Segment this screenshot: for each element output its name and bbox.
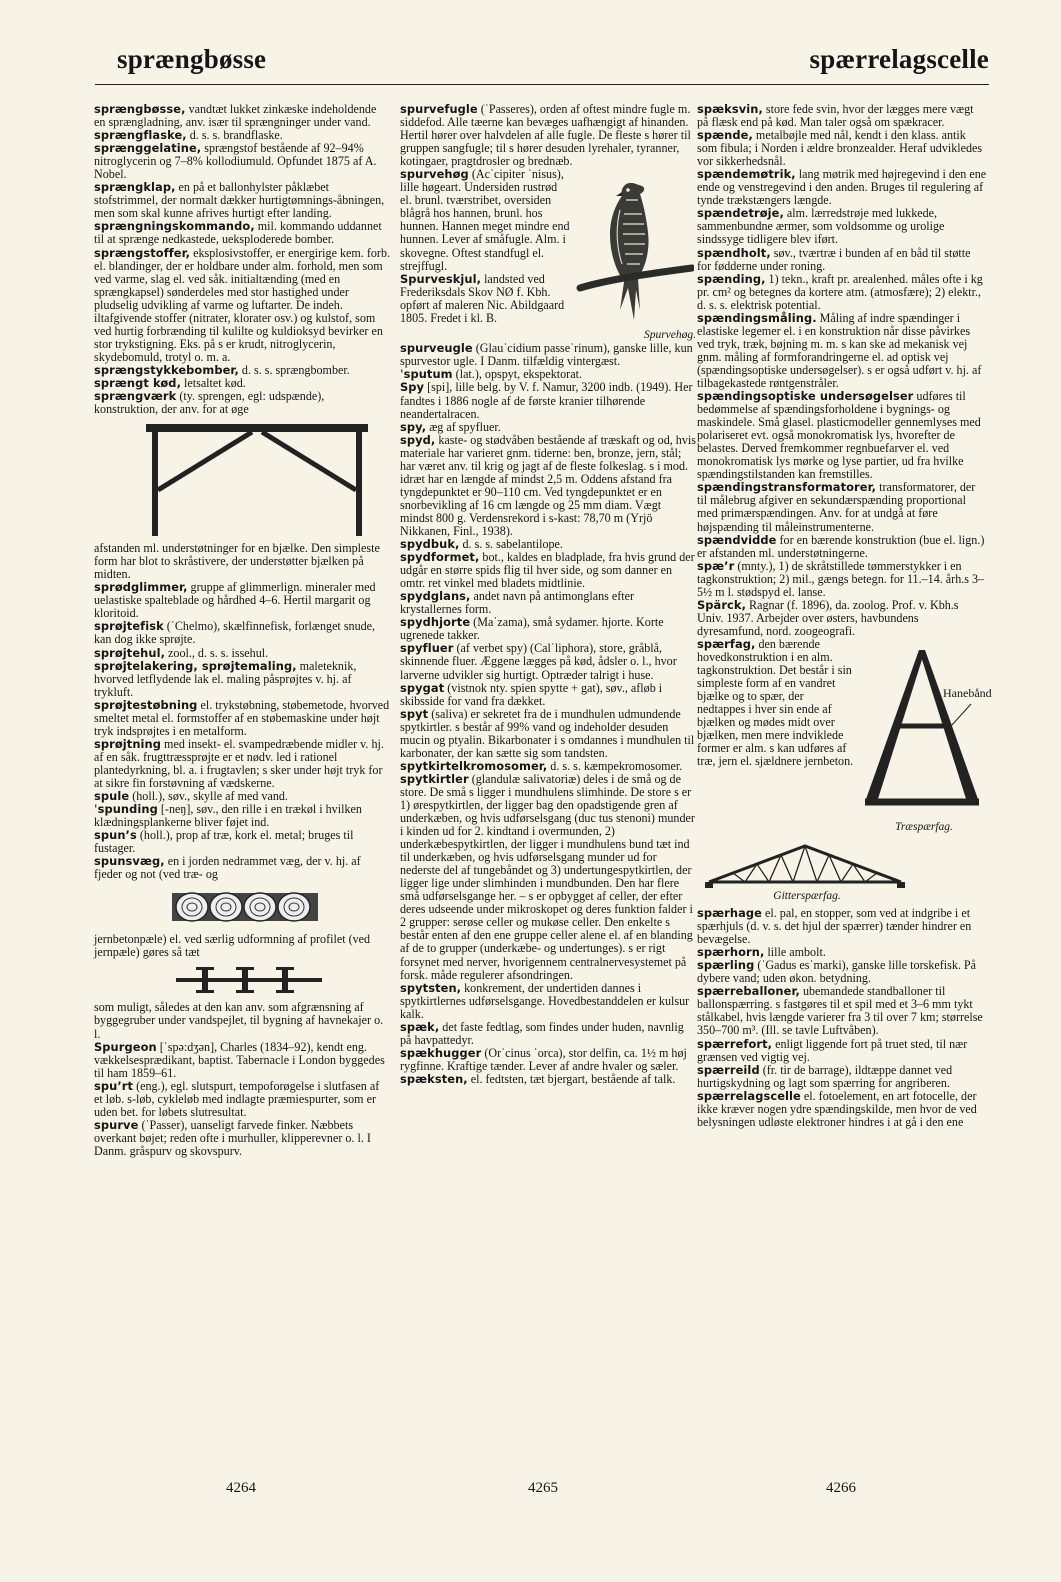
entry-headword: sprængningskommando, [94, 219, 255, 234]
iron-piles-icon [174, 963, 324, 997]
dictionary-entry [94, 660, 390, 699]
entry-definition: andet navn på antimonglans efter krystallernes form. [400, 589, 635, 617]
entry-definition: gruppe af glimmerlign. mineraler med uelastiske spalteblade og hårdhed 4–6. Hertil margarit og kloritoid. [94, 580, 376, 621]
entry-definition: (Acˈcipiter ˈnisus), lille høgeart. Undersiden rustrød el. brunl. tværstribet, oversiden blågrå hos hannen, brunl. hos hunnen. Hannen meget mindre end hunnen. Lever af småfugle. Alm. i skovegne. Oftest standfugl el. strejffugl. [400, 167, 570, 273]
dictionary-entry [697, 1090, 987, 1129]
rafter-figure [859, 640, 992, 834]
entry-headword: spændvidde [697, 532, 777, 547]
entry-definition: æg af spyfluer. [426, 419, 501, 434]
entry-definition: kaste- og stødvåben bestående af træskaft og od, hvis materiale har varieret gnm. tiderne: ben, bronze, jern, stål; har været anv. til krig og jagt af de fleste folkeslag. s i mod. idræt har en længde af mindst 2,5 m. Oddens afstand fra tyngdepunktet er 90–110 cm. Ved tyngdepunktet er en snorbevikling af 16 cm længde og 25 mm diam. Vægt mindst 800 g. Verdensrekord i s-kast: 78,70 m (Yrjö Nikkanen, Finl., 1938). [400, 432, 696, 538]
entry-headword: spyfluer [400, 641, 454, 656]
entry-definition: el. trykstøbning, støbemetode, hvorved smeltet metal el. formstoffer af en støbemaskine under højt tryk indsprøjtes i en metalform. [94, 697, 390, 738]
entry-definition: (mnty.), 1) de skråtstillede tømmerstykker i en tagkonstruktion; 2) mil., gængs betegn. for 11.–14. årh.s 3–5½ m l. stødspyd el. lanse. [697, 558, 985, 599]
entry-headword: spydglans, [400, 589, 471, 604]
entry-headword: sprængbøsse, [94, 102, 186, 116]
entry-headword: spærrelagscelle [697, 1088, 801, 1103]
entry-headword: sprængstoffer, [94, 245, 191, 260]
collar-beam-label: Hanebånd [943, 685, 992, 700]
dictionary-entry [400, 342, 696, 368]
entry-definition: (vistnok nty. spien spytte + gat), søv., afløb i skibsside for vand fra dækket. [400, 680, 663, 708]
entry-headword: spæksvin, [697, 102, 763, 116]
entry-definition: (ˈPasser), uanseligt farvede finker. Næbbets overkant bøjet; reden ofte i murhuller, klipperevner o. l. I Danm. gråspurv og skovspurv. [94, 1117, 371, 1158]
entry-headword: spurvehøg [400, 167, 469, 182]
entry-definition: (ˈChelmo), skælfinnefisk, forlænget snude, kan dog ikke sprøjte. [94, 619, 376, 647]
dictionary-entry [94, 142, 390, 181]
entry-headword: sprængstykkebomber, [94, 362, 239, 377]
entry-headword: spæ’r [697, 558, 735, 573]
entry-definition: (ty. sprengen, egl: udspænde), konstruktion, der anv. for at øge [94, 389, 325, 417]
entry-headword: spunsvæg, [94, 854, 165, 869]
dictionary-entry [94, 542, 390, 581]
dictionary-entry [94, 1001, 390, 1040]
dictionary-entry [400, 642, 696, 681]
entry-headword: Spurgeon [94, 1039, 157, 1054]
entry-headword: sprøjtelakering, sprøjtemaling, [94, 658, 297, 673]
dictionary-entry [400, 381, 696, 420]
entry-headword: sprøjtehul, [94, 645, 166, 660]
entry-headword: spytsten, [400, 980, 462, 995]
entry-headword: sprængklap, [94, 180, 176, 195]
entry-headword: spurve [94, 1117, 139, 1132]
entry-definition: en i jorden nedrammet væg, der v. hj. af fjeder og not (ved træ- og [94, 854, 361, 882]
dictionary-entry [400, 103, 696, 168]
lattice-truss-figure [697, 838, 987, 903]
dictionary-entry [697, 907, 987, 946]
entry-headword: spun’s [94, 828, 137, 843]
dictionary-entry [400, 773, 696, 982]
dictionary-entry [94, 390, 390, 416]
entry-headword: spygat [400, 680, 445, 695]
entry-headword: spænding, [697, 271, 766, 286]
timber-piles-icon [170, 885, 320, 929]
dictionary-entry [94, 247, 390, 364]
entry-headword: spæk, [400, 1019, 440, 1034]
entry-headword: spærreild [697, 1062, 760, 1077]
truss-figure [94, 420, 390, 538]
right-running-headword: spærrelagscelle [809, 44, 989, 74]
entry-definition: (ˈGadus esˈmarki), ganske lille torskefisk. På dybere vand; uden økon. betydning. [697, 958, 977, 986]
entry-definition: den bærende hovedkonstruktion i en alm. tagkonstruktion. Det består i sin simpleste form af en vandret bjælke og to spær, der nedtappes i hver sin ende af bjælken og mødes midt over bjælken, men mere indviklede former er alm. s kan udføres af træ, jern el. sjældnere jernbeton. [697, 636, 854, 769]
entry-headword: Spy [400, 380, 425, 395]
dictionary-entry [697, 207, 987, 246]
entry-definition: enligt liggende fort på truet sted, til nær grænsen ved vigtig vej. [697, 1036, 968, 1064]
entry-definition: som muligt, således at den kan anv. som afgrænsning af byggegruber under vandspejlet, til bygning af havnekajer o. l. [94, 1000, 384, 1041]
entry-definition: ubemandede standballoner til ballonspærring. s fastgøres til et spil med et 3–6 mm tykt stålkabel, hvis længde varierer fra 3 til over 7 km; størrelse 350–700 m³. (Ill. se tavle Luftvåben). [697, 984, 983, 1038]
entry-definition: mil. kommando uddannet til at sprænge nedkastede, ueksploderede bomber. [94, 219, 382, 247]
dictionary-entry [94, 1080, 390, 1119]
entry-definition: d. s. s. sprængbomber. [238, 362, 350, 377]
dictionary-entry [697, 534, 987, 560]
dictionary-entry [697, 1064, 987, 1090]
entry-definition: jernbetonpæle) el. ved særlig udformning af profilet (ved jernpæle) gøres så tæt [94, 932, 371, 960]
entry-headword: spydhjorte [400, 615, 471, 630]
entry-definition: d. s. s. brandflaske. [186, 128, 283, 143]
entry-definition: (af verbet spy) (Calˈliphora), store, gråblå, skinnende fluer. Æggene lægges på kød, ådsler o. l., hvor larverne udvikler sig hurtigt. Optræder talrigt i huse. [400, 641, 677, 682]
entry-headword: spænde, [697, 128, 753, 143]
dictionary-entry [94, 855, 390, 881]
lattice-caption: Gitterspærfag. [773, 890, 841, 903]
entry-definition: zool., d. s. s. issehul. [165, 645, 269, 660]
entry-headword: spærrefort, [697, 1036, 773, 1051]
column-3 [697, 102, 992, 1129]
entry-headword: spytkirtelkromosomer, [400, 758, 548, 773]
entry-headword: sprøjtning [94, 736, 162, 751]
dictionary-entry [400, 982, 696, 1021]
entry-definition: d. s. s. kæmpekromosomer. [547, 758, 683, 773]
entry-headword: spærhage [697, 906, 762, 921]
entry-headword: spændingsoptiske undersøgelser [697, 389, 914, 404]
column-2 [400, 103, 696, 1086]
entry-definition: (Maˈzama), små sydamer. hjorte. Korte ugrenede takker. [400, 615, 664, 643]
entry-headword: spu’rt [94, 1078, 134, 1093]
braced-beam-icon [142, 420, 372, 538]
sparrowhawk-figure [576, 170, 696, 342]
entry-headword: spærfag, [697, 636, 756, 651]
entry-headword: sprøjtestøbning [94, 697, 198, 712]
dictionary-entry [94, 699, 390, 738]
dictionary-entry [697, 247, 987, 273]
entry-definition: lang møtrik med højregevind i den ene ende og venstregevind i den anden. Bruges til regulering af tynde trækstængers længde. [697, 167, 987, 208]
dictionary-entry [697, 1038, 987, 1064]
dictionary-entry [400, 551, 696, 590]
dictionary-entry [697, 168, 987, 207]
entry-definition: letsaltet kød. [181, 375, 246, 390]
entry-headword: sprængværk [94, 389, 177, 404]
entry-definition: 1) tekn., kraft pr. arealenhed. måles ofte i kg pr. cm² og betegnes da kortere atm. (atmosfære); 2) elektr., d. s. s. elektrisk potential. [697, 271, 983, 312]
dictionary-entry [94, 581, 390, 620]
dictionary-entry [400, 434, 696, 538]
entry-definition: søv., tværtræ i bunden af en båd til støtte for fødderne under roning. [697, 245, 971, 273]
entry-definition: en på et ballonhylster påklæbet stofstrimmel, der normalt dækker hurtigtømnings-åbningen, men som skal kunne afrives hurtigt efter landing. [94, 180, 385, 221]
column-1 [94, 103, 390, 1158]
entry-definition: vandtæt lukket zinkæske indeholdende en sprængladning, anv. især til sprængninger under vand. [94, 102, 377, 130]
entry-definition: konkrement, der undertiden dannes i spytkirtlernes udførselsgange. Hovedbestanddelen er kulsur kalk. [400, 980, 690, 1021]
dictionary-entry [697, 390, 987, 481]
entry-headword: spæksten, [400, 1071, 468, 1086]
entry-headword: sprængt kød, [94, 375, 181, 390]
entry-headword: spydformet, [400, 550, 480, 565]
entry-definition: landsted ved Frederiksdals Skov NØ f. Kbh. opført af maleren Nic. Abildgaard 1805. Fredet i kl. B. [400, 271, 565, 325]
entry-definition: el. pal, en stopper, som ved at indgribe i et spærhjuls (d. v. s. det hjul der spærrer) tænder hindrer en bevægelse. [697, 906, 972, 947]
entry-headword: spurveugle [400, 341, 473, 356]
entry-definition: sprængstof bestående af 92–94% nitroglycerin og 7–8% kollodiumuld. Opfundet 1875 af A. Nobel. [94, 141, 377, 182]
entry-definition: transformatorer, der til målebrug afgiver en sekundærspænding proportional med primærspændingen. Anv. for at undgå at føre højspænding til måleinstrumenterne. [697, 480, 976, 534]
entry-headword: spækhugger [400, 1045, 482, 1060]
entry-definition: (ˈPasseres), orden af oftest mindre fugle m. siddefod. Alle tæerne kan bevæges uafhængigt af hinanden. Hertil hører over halvdelen af alle fugle. De fleste s hører til gruppen sangfugle; til s hører desuden lyrehaler, tyranner, kotingaer, pragtdrosler og brednæb. [400, 102, 691, 169]
lattice-truss-icon [705, 838, 905, 890]
dictionary-entry [94, 181, 390, 220]
entry-definition: store fede svin, hvor der lægges mere vægt på flæsk end på kød. Man taler også om spækracer. [697, 102, 974, 130]
entry-definition: lille ambolt. [764, 945, 826, 960]
entry-headword: spydbuk, [400, 537, 460, 552]
entry-definition: udføres til bedømmelse af spændingsforholdene i bygnings- og maskindele. Små glasel. plasticmodeller gennemlyses med polariseret evt. også monokromatisk lys, hvorefter de belastes. Derved fremkommer regnbuefarver el. ved monokromatisk lys mørke og lyse partier, ud fra hvilke spændingstilstanden kan fremstilles. [697, 389, 981, 482]
dictionary-entry [400, 590, 696, 616]
entry-headword: sprøjtefisk [94, 619, 164, 634]
entry-headword: spærhorn, [697, 945, 765, 960]
dictionary-entry [697, 481, 987, 533]
rafter-caption: Træspærfag. [895, 820, 953, 833]
entry-headword: spærling [697, 958, 755, 973]
entry-headword: spytkirtler [400, 771, 469, 786]
entry-definition: el. fotoelement, en art fotocelle, der ikke kræver nogen ydre spændingskilde, men hvor de ved belysningen udløste elektroner hindres i at gå i den ene [697, 1088, 977, 1129]
entry-headword: spændingsmåling. [697, 310, 817, 325]
dictionary-entry [94, 220, 390, 246]
entry-headword: ˈsputum [400, 367, 453, 382]
dictionary-entry [400, 708, 696, 760]
dictionary-entry [400, 1073, 696, 1086]
dictionary-entry [94, 1119, 390, 1158]
entry-definition: d. s. s. sabelantilope. [459, 537, 563, 552]
dictionary-entry [697, 129, 987, 168]
entry-headword: spyd, [400, 432, 436, 447]
entry-definition: [spi], lille belg. by V. f. Namur, 3200 indb. (1949). Her fandtes i 1886 nogle af de første kranier tilhørende neandertalracen. [400, 380, 693, 421]
dictionary-entry [697, 985, 987, 1037]
entry-headword: Spärck, [697, 597, 747, 612]
entry-definition: det faste fedtlag, som findes under huden, navnlig på havpattedyr. [400, 1019, 684, 1047]
dictionary-entry [697, 273, 987, 312]
dictionary-entry [400, 1021, 696, 1047]
entry-headword: spændingstransformatorer, [697, 480, 877, 495]
entry-definition: [ˈspə:dʒən], Charles (1834–92), kendt eng. vækkelsesprædikant, baptist. Tabernacle i London byggedes til ham 1859–61. [94, 1039, 385, 1080]
dictionary-entry [94, 829, 390, 855]
entry-definition: (Orˈcinus ˈorca), stor delfin, ca. 1½ m høj rygfinne. Kraftige tænder. Lever af andre hvaler og sæler. [400, 1045, 687, 1073]
dictionary-entry [94, 103, 390, 129]
entry-definition: eksplosivstoffer, er energirige kem. forb. el. blandinger, der er holdbare under alm. forhold, men som ved varme, slag el. ved såk. initialtænding (med en sprængkapsel) sønderdeles med stor hastighed under pludselig udvikling af varme og luftarter. De indeh. iltafgivende stoffer (nitrater, klorater osv.) og kulstof, som ved hurtig forbrænding til kulilte og kuldioksyd bevirker en stor trykstigning. Eks. på s er krudt, nitroglycerin, skydebomuld, trotyl o. m. a. [94, 245, 391, 364]
entry-headword: spændetrøje, [697, 206, 784, 221]
entry-definition: afstanden ml. understøtninger for en bjælke. Den simpleste form har blot to skråstivere, der understøtter bjælken på midten. [94, 541, 380, 582]
dictionary-entry [697, 599, 987, 638]
entry-definition: alm. lærredstrøje med lukkede, sammenbundne ærmer, som voldsomme og urolige sindssyge tidligere blev iført. [697, 206, 945, 247]
entry-headword: spy, [400, 419, 427, 434]
rafter-truss-icon [859, 640, 992, 820]
entry-definition: med insekt- el. svampedræbende midler v. hj. af en såk. frugttræssprøjte er et nødv. led i rationel plantedyrkning, bl. a. i frugtavlen; s sker under højt tryk for at sikre fin forstøvning af vædskerne. [94, 736, 384, 790]
dictionary-entry [697, 959, 987, 985]
entry-definition: el. fedtsten, tæt bjergart, bestående af talk. [467, 1071, 676, 1086]
bird-caption: Spurvehøg. [643, 329, 696, 342]
entry-headword: spærreballoner, [697, 984, 800, 999]
dictionary-entry [94, 1041, 390, 1080]
entry-headword: sprødglimmer, [94, 580, 188, 595]
entry-headword: spyt [400, 706, 429, 721]
entry-definition: (glandulæ salivatoriæ) deles i de små og de store. De små s ligger i mundhulens slimhinde. De store s er 1) ørespytkirtlen, der ligger bag den opadstigende gren af underkæben, og hvis udførselsgang (duc tus stenoni) munder i kinden ud for 2. kindtand i overmunden, 2) underkæbespytkirtlen, der ligger i mundhulens bund tæt ind til underkæben, og hvis udførselsgang munder ud for nederste del af tungebåndet og 3) undertungespytkirtlen, der ligger lige under slimhinden i mundbunden. Den har flere små udførselsgange her. – s er opbygget af celler, der efter deres udseende under mikroskopet og deres funktion falder i 2 grupper: serøse celler og mukøse celler. Den enkelte s består enten af den ene gruppe celler alene el. af en blanding af de to grupper (underkæbe- og undertunges). s er rigt forsynet med nerver, hvorigennem centralnervesystemet på forsk. måde regulerer afsondringen. [400, 771, 695, 982]
entry-headword: sprængflaske, [94, 128, 187, 143]
entry-definition: (holl.), prop af træ, kork el. metal; bruges til fustager. [94, 828, 354, 856]
dictionary-entry [697, 312, 987, 390]
page-header [95, 44, 989, 85]
entry-headword: spule [94, 789, 130, 804]
dictionary-entry [400, 682, 696, 708]
entry-definition: (saliva) er sekretet fra de i mundhulen udmundende spytkirtler. s består af 99% vand og indeholder desuden mucin og ptyalin. Bikarbonater i s omdannes i mundhulen til karbonater, der kan sætte sig som tandsten. [400, 706, 695, 760]
entry-headword: spændemøtrik, [697, 167, 796, 182]
dictionary-entry [697, 103, 987, 129]
entry-headword: sprænggelatine, [94, 141, 202, 156]
entry-definition: [-neŋ], søv., den rille i en trækøl i hvilken klædningsplankerne bliver føjet ind. [94, 802, 362, 830]
entry-definition: Ragnar (f. 1896), da. zoolog. Prof. v. Kbh.s Univ. 1937. Arbejder over østers, havbundens dyresamfund, nord. zoogeografi. [697, 597, 959, 638]
dictionary-entry [697, 560, 987, 599]
entry-definition: (Glauˈcidium passeˈrinum), ganske lille, kun spurvestor ugle. I Danm. tilfældig vintergæst. [400, 341, 693, 369]
dictionary-entry [400, 616, 696, 642]
entry-definition: (lat.), opspyt, ekspektorat. [452, 367, 582, 382]
entry-definition: (eng.), egl. slutspurt, tempoforøgelse i slutfasen af et løb. s-løb, cykleløb med indlagte præmiespurter, som er uden bet. for løbets slutresultat. [94, 1078, 380, 1119]
dictionary-entry [94, 803, 390, 829]
dictionary-entry [94, 738, 390, 790]
left-running-headword: sprængbøsse [117, 44, 267, 74]
entry-definition: Måling af indre spændinger i elastiske legemer el. i en konstruktion når disse påvirkes ved tryk, træk, bøjning m. m. s kan ske ad mekanisk vej gnm. måling af formforandringerne el. ad optisk vej (spændingsoptiske undersøgelser). s er også udført v. hj. af tilbagekastede røntgenstråler. [697, 310, 982, 390]
entry-headword: spændholt, [697, 245, 771, 260]
entry-definition: maleteknik, hvorved letflydende lak el. maling påsprøjtes v. hj. af trykluft. [94, 658, 357, 699]
iron-sheetpile-figure [94, 963, 390, 997]
page-number-middle: 4265 [528, 1480, 558, 1496]
entry-headword: ˈspunding [94, 802, 158, 817]
page-number-left: 4264 [226, 1480, 256, 1496]
page-number-right: 4266 [826, 1480, 856, 1496]
entry-definition: (holl.), søv., skylle af med vand. [129, 789, 288, 804]
entry-definition: (fr. tir de barrage), ildtæppe dannet ved hurtigskydning og lagt som spærring for angriberen. [697, 1062, 953, 1090]
dictionary-entry [94, 933, 390, 959]
entry-definition: metalbøjle med nål, kendt i den klass. antik som fibula; i Norden i ældre bronzealder. Heraf udvikledes vor sikkerhedsnål. [697, 128, 983, 169]
dictionary-entry [400, 1047, 696, 1073]
sparrowhawk-icon [576, 170, 694, 330]
entry-definition: for en bærende konstruktion (bue el. lign.) er afstanden ml. understøtningerne. [697, 532, 985, 560]
entry-headword: Spurveskjul, [400, 271, 482, 286]
dictionary-entry [94, 620, 390, 646]
entry-headword: spurvefugle [400, 102, 478, 116]
timber-sheetwall-figure [94, 885, 390, 929]
entry-definition: bot., kaldes en bladplade, fra hvis grund der udgår en større spids flig til hver side, og som danner en omtr. ret vinkel med bladets midtlinie. [400, 550, 695, 591]
